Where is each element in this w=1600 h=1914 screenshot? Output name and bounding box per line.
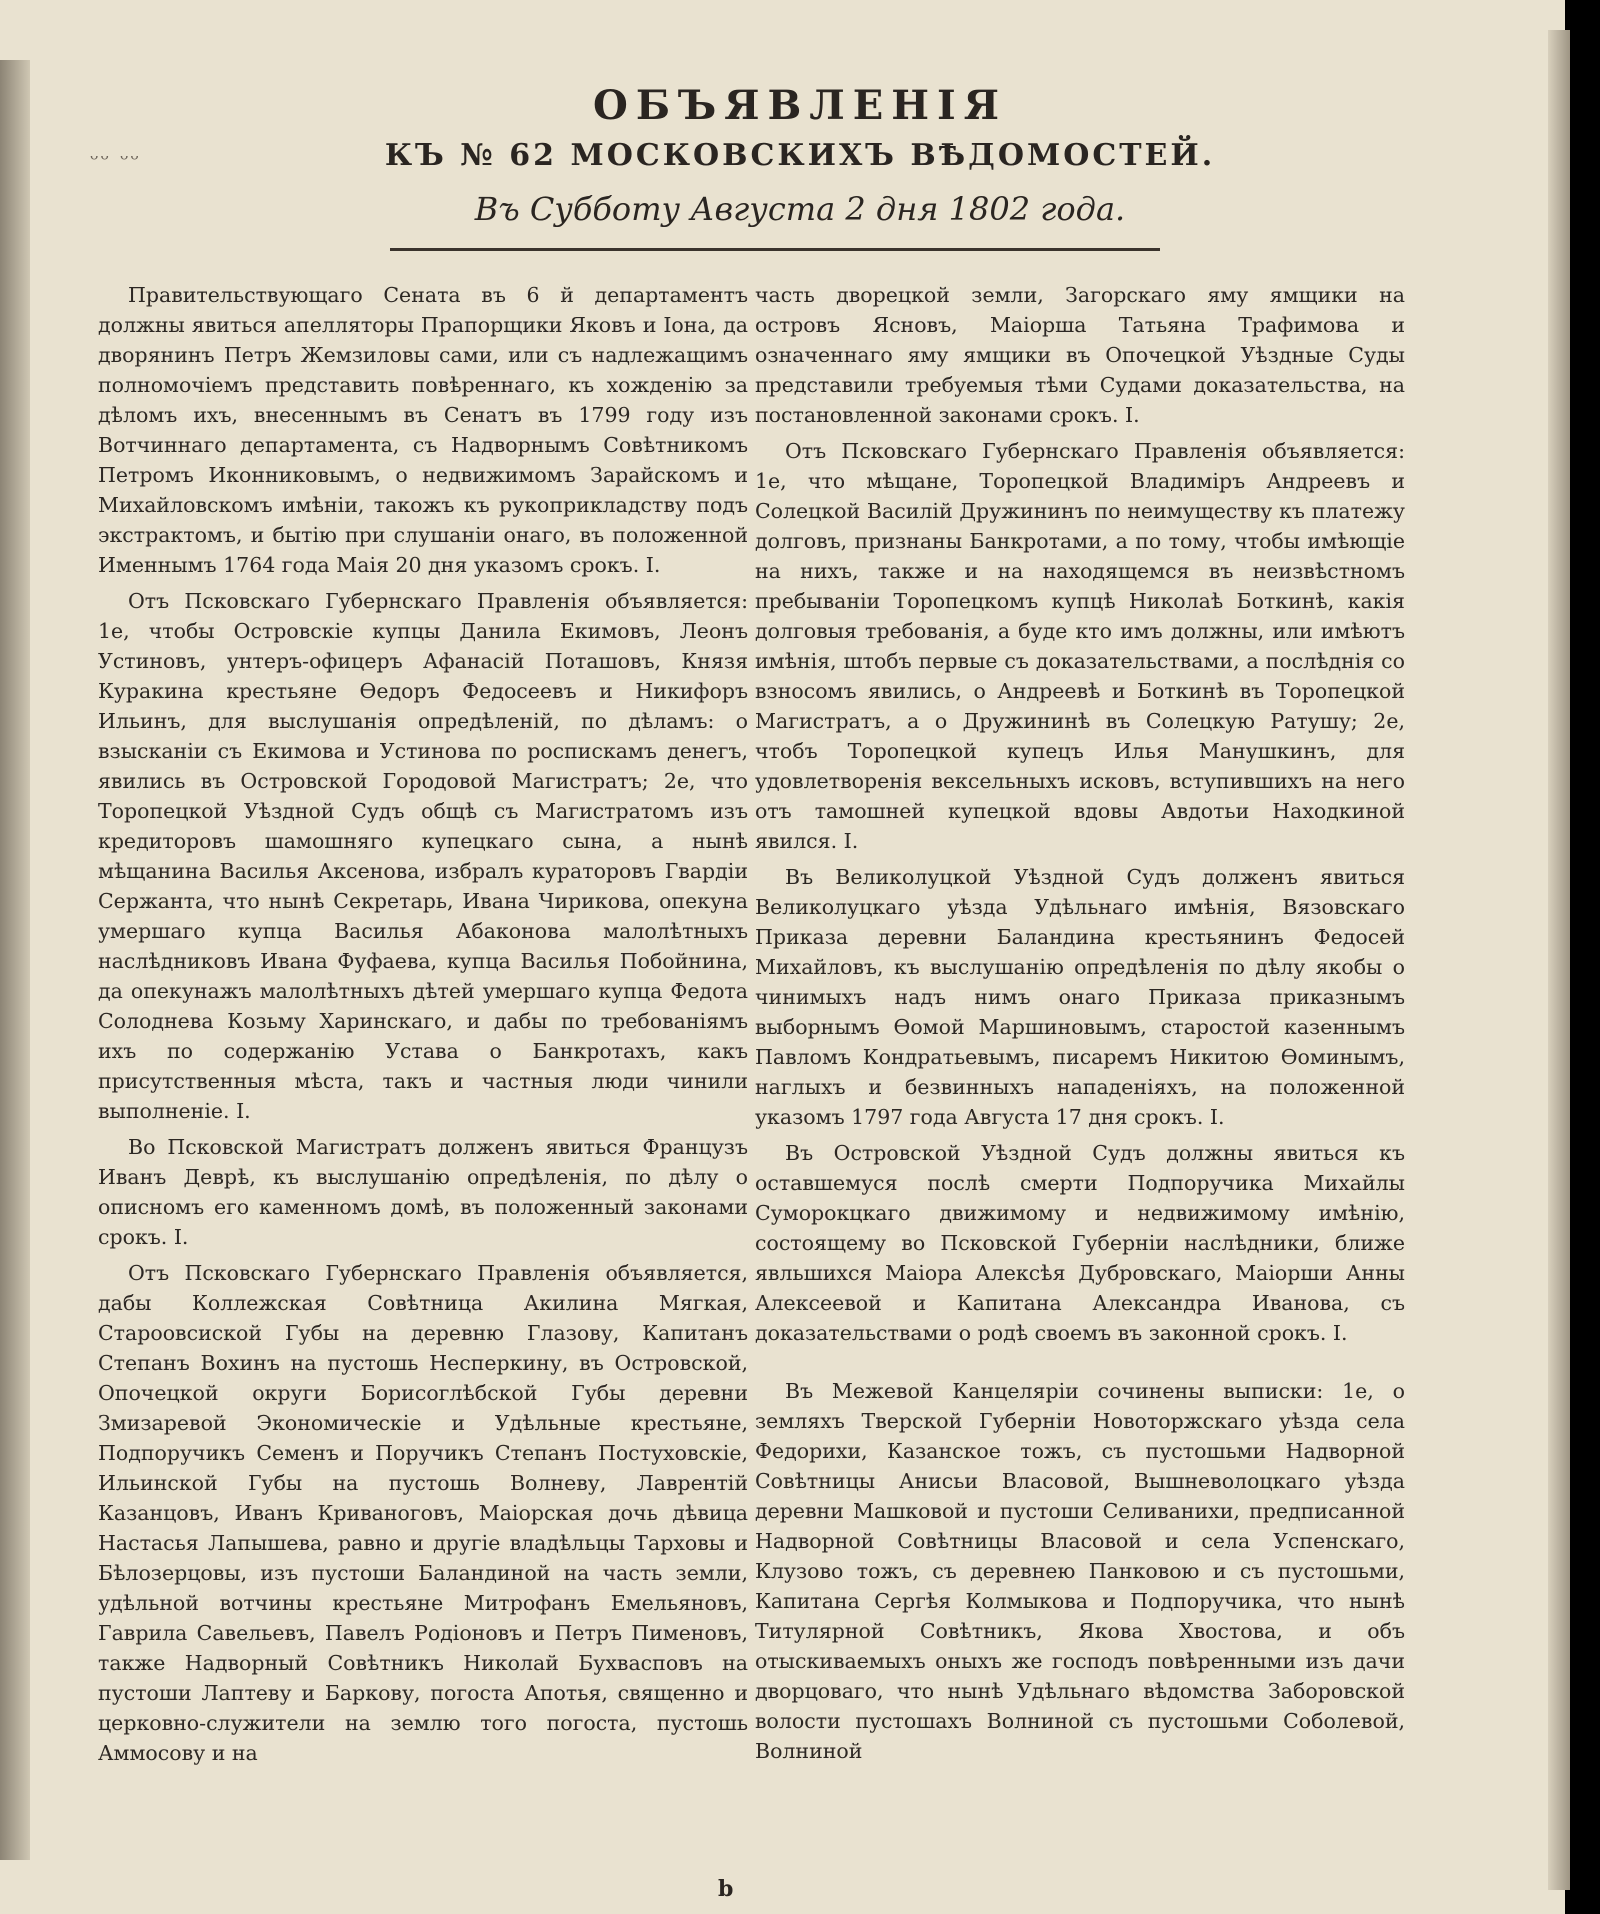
article-paragraph: Отъ Псковскаго Губернскаго Правленiя объявляется, дабы Коллежская Совѣтница Акилина Мягкая, Староовсиской Губы на деревню Глазову, Капитанъ Степанъ Вохинъ на пустошь Несперкину, въ Островской, Опочецкой округи Борисоглѣбской Губы деревни Змизаревой Экономическiе и Удѣльные крестьяне, Подпоручикъ Семенъ и Поручикъ Степанъ Постуховскiе, Ильинской Губы на пустошь Волневу, Лаврентiй Казанцовъ, Иванъ Криваноговъ, Маiорская дочь дѣвица Настасья Лапышева, равно и другiе владѣльцы Тарховы и Бѣлозерцовы, изъ пустоши Баландиной на часть земли, удѣльной вотчины крестьяне Митрофанъ Емельяновъ, Гаврила Савельевъ, Павелъ Родiоновъ и Петръ Пименовъ, также Надворный Совѣтникъ Николай Бухвасповъ на пустоши Лаптеву и Баркову, погоста Апотья, священно и церковно-служители на землю того погоста, пустошь Аммосову и на: [98, 1261, 748, 1765]
article-paragraph: Правительствующаго Сената въ 6 й департаментъ должны явиться апелляторы Прапорщики Яковъ и Iона, да дворянинъ Петръ Жемзиловы сами, или съ надлежащимъ полномочiемъ представить повѣреннаго, къ хожденiю за дѣломъ ихъ, внесеннымъ въ Сенатъ въ 1799 году изъ Вотчиннаго департамента, съ Надворнымъ Совѣтникомъ Петромъ Иконниковымъ, о недвижимомъ Зарайскомъ и Михайловскомъ имѣнiи, такожъ къ рукоприкладству подъ экстрактомъ, и бытiю при слушанiи онаго, въ положенной Именнымъ 1764 года Маiя 20 дня указомъ срокъ. I.: [98, 283, 748, 577]
article-paragraph: Отъ Псковскаго Губернскаго Правленiя объявляется: 1е, что мѣщане, Торопецкой Владимiръ Андреевъ и Солецкой Василiй Дружининъ по неимуществу къ платежу долговъ, признаны Банкротами, а по тому, чтобы имѣющiе на нихъ, также и на находящемся въ неизвѣстномъ пребыванiи Торопецкомъ купцѣ Николаѣ Боткинѣ, какiя долговыя требованiя, а буде кто имъ должны, или имѣютъ имѣнiя, штобъ первые съ доказательствами, а послѣднiя со взносомъ явились, о Андреевѣ и Боткинѣ въ Торопецкой Магистратъ, а о Дружининѣ въ Солецкую Ратушу; 2е, чтобъ Торопецкой купецъ Илья Манушкинъ, для удовлетворенiя вексельныхъ исковъ, вступившихъ на него отъ тамошней купецкой вдовы Авдотьи Находкиной явился. I.: [755, 439, 1405, 853]
margin-mark: ᵕᵕ ᵕᵕ: [90, 148, 141, 173]
binding-edge: [0, 60, 30, 1860]
article-paragraph: часть дворецкой земли, Загорскаго яму ямщики на островъ Ясновъ, Маiорша Татьяна Трафимова и означеннаго яму ямщики въ Опочецкой Уѣздные Суды представили требуемыя тѣми Судами доказательства, на постановленной законами срокъ. I.: [755, 283, 1405, 427]
article-paragraph: Въ Островской Уѣздной Судъ должны явиться къ оставшемуся послѣ смерти Подпоручика Михайлы Суморокцкаго движимому и недвижимому имѣнiю, состоящему во Псковской Губернiи наслѣдники, ближе явльшихся Маiора Алексѣя Дубровскаго, Маiорши Анны Алексеевой и Капитана Александра Иванова, съ доказательствами о родѣ своемъ въ законной срокъ. I.: [755, 1141, 1405, 1345]
page-title: ОБЪЯВЛЕНIЯ: [592, 82, 1007, 129]
right-column: [755, 280, 1405, 1772]
page-signature-mark: b: [718, 1876, 734, 1902]
article-paragraph: Въ Великолуцкой Уѣздной Судъ долженъ явиться Великолуцкаго уѣзда Удѣльнаго имѣнiя, Вязовскаго Приказа деревни Баландина крестьянинъ Федосей Михайловъ, къ выслушанiю опредѣленiя по дѣлу якобы о чинимыхъ надъ нимъ онаго Приказа приказнымъ выборнымъ Ѳомой Маршиновымъ, старостой казеннымъ Павломъ Кондратьевымъ, писаремъ Никитою Ѳоминымъ, наглыхъ и безвинныхъ нападенiяхъ, на положенной указомъ 1797 года Августа 17 дня срокъ. I.: [755, 865, 1405, 1129]
left-column: [98, 280, 748, 1774]
article-paragraph: Отъ Псковскаго Губернскаго Правленiя объявляется: 1е, чтобы Островскiе купцы Данила Екимовъ, Леонъ Устиновъ, унтеръ-офицеръ Афанасiй Поташовъ, Князя Куракина крестьяне Ѳедоръ Федосеевъ и Никифоръ Ильинъ, для выслушанiя опредѣленiй, по дѣламъ: о взысканiи съ Екимова и Устинова по роспискамъ денегъ, явились въ Островской Городовой Магистратъ; 2е, что Торопецкой Уѣздной Судъ общѣ съ Магистратомъ изъ кредиторовъ шамошняго купецкаго сына, а нынѣ мѣщанина Василья Аксенова, избралъ кураторовъ Гвардiи Сержанта, что нынѣ Секретарь, Ивана Чирикова, опекуна умершаго купца Василья Абаконова малолѣтныхъ наслѣдниковъ Ивана Фуфаева, купца Василья Побойнина, да опекунажъ малолѣтныхъ дѣтей умершаго купца Федота Солоднева Козьму Харинскаго, и дабы по требованiямъ ихъ по содержанiю Устава о Банкротахъ, какъ присутственныя мѣста, такъ и частныя люди чинили выполненiе. I.: [98, 589, 748, 1123]
page-edge: [1548, 30, 1570, 1890]
article-paragraph: Въ Межевой Канцелярiи сочинены выписки: 1е, о земляхъ Тверской Губернiи Новоторжскаго уѣзда села Федорихи, Казанское тожъ, съ пустошьми Надворной Совѣтницы Анисьи Власовой, Вышневолоцкаго уѣзда деревни Машковой и пустоши Селиванихи, предписанной Надворной Совѣтницы Власовой и села Успенскаго, Клузово тожъ, съ деревнею Панковою и съ пустошьми, Капитана Сергѣя Колмыкова и Подпоручика, что нынѣ Титулярной Совѣтникъ, Якова Хвостова, и объ отыскиваемыхъ оныхъ же господъ повѣренными изъ дачи дворцоваго, что нынѣ Удѣльнаго вѣдомства Заборовской волости пустошахъ Волниной съ пустошьми Соболевой, Волниной: [755, 1379, 1405, 1763]
page-subtitle: КЪ № 62 МОСКОВСКИХЪ ВѢДОМОСТЕЙ.: [384, 138, 1216, 173]
page-date: Въ Субботу Августа 2 дня 1802 года.: [474, 190, 1126, 228]
article-paragraph: Во Псковской Магистратъ долженъ явиться Французъ Иванъ Деврѣ, къ выслушанiю опредѣленiя, по дѣлу о описномъ его каменномъ домѣ, въ положенный законами срокъ. I.: [98, 1135, 748, 1249]
header-divider: [390, 248, 1160, 251]
